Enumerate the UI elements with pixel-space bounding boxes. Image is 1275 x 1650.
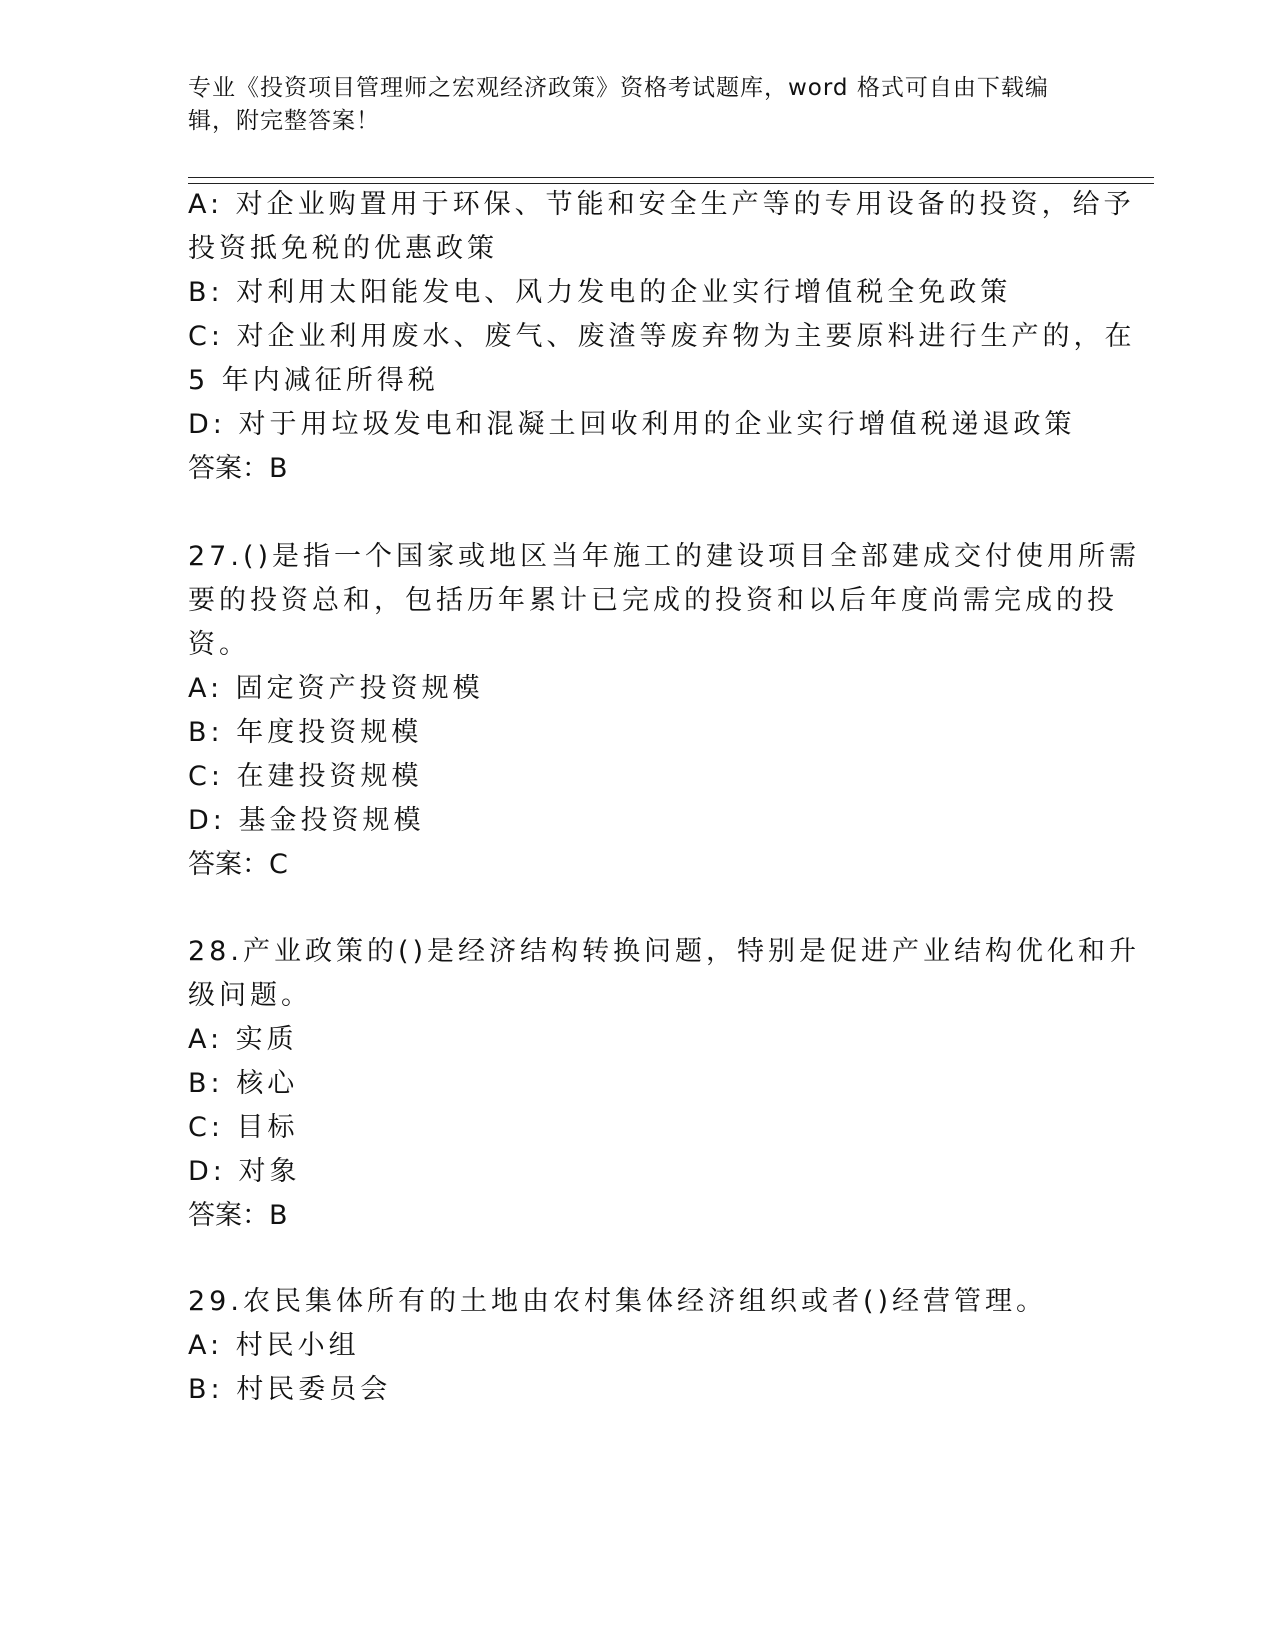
option-b: B: 年度投资规模 — [188, 717, 423, 748]
option-a: A: 对企业购置用于环保、节能和安全生产等的专用设备的投资，给予 — [188, 189, 1135, 220]
option-a: A: 固定资产投资规模 — [188, 673, 484, 704]
option-a: A: 实质 — [188, 1024, 298, 1055]
header-divider — [188, 177, 1154, 178]
option-c: C: 目标 — [188, 1112, 299, 1143]
option-b: B: 核心 — [188, 1068, 299, 1099]
question-stem-continued: 资。 — [188, 629, 250, 660]
option-d: D: 对象 — [188, 1156, 301, 1187]
option-c: C: 在建投资规模 — [188, 761, 423, 792]
question-stem: 29.农民集体所有的土地由农村集体经济组织或者()经营管理。 — [188, 1286, 1048, 1317]
option-a: A: 村民小组 — [188, 1330, 360, 1361]
option-d: D: 对于用垃圾发电和混凝土回收利用的企业实行增值税递退政策 — [188, 409, 1076, 440]
header-line: 辑，附完整答案！ — [188, 108, 380, 134]
question-stem: 27.()是指一个国家或地区当年施工的建设项目全部建成交付使用所需 — [188, 541, 1141, 572]
answer: 答案：B — [188, 453, 288, 484]
option-d: D: 基金投资规模 — [188, 805, 425, 836]
document-header — [188, 72, 1068, 138]
question-stem: 28.产业政策的()是经济结构转换问题，特别是促进产业结构优化和升 — [188, 936, 1141, 967]
answer: 答案：B — [188, 1200, 288, 1231]
option-c-continued: 5 年内减征所得税 — [188, 365, 439, 396]
question-stem-continued: 要的投资总和，包括历年累计已完成的投资和以后年度尚需完成的投 — [188, 585, 1118, 616]
header-line: 专业《投资项目管理师之宏观经济政策》资格考试题库，word 格式可自由下载编 — [188, 75, 1049, 101]
option-b: B: 对利用太阳能发电、风力发电的企业实行增值税全免政策 — [188, 277, 1012, 308]
option-c: C: 对企业利用废水、废气、废渣等废弃物为主要原料进行生产的，在 — [188, 321, 1136, 352]
option-a-continued: 投资抵免税的优惠政策 — [188, 233, 498, 264]
question-stem-continued: 级问题。 — [188, 980, 312, 1011]
option-b: B: 村民委员会 — [188, 1374, 392, 1405]
header-divider — [188, 183, 1154, 184]
answer: 答案：C — [188, 849, 288, 880]
